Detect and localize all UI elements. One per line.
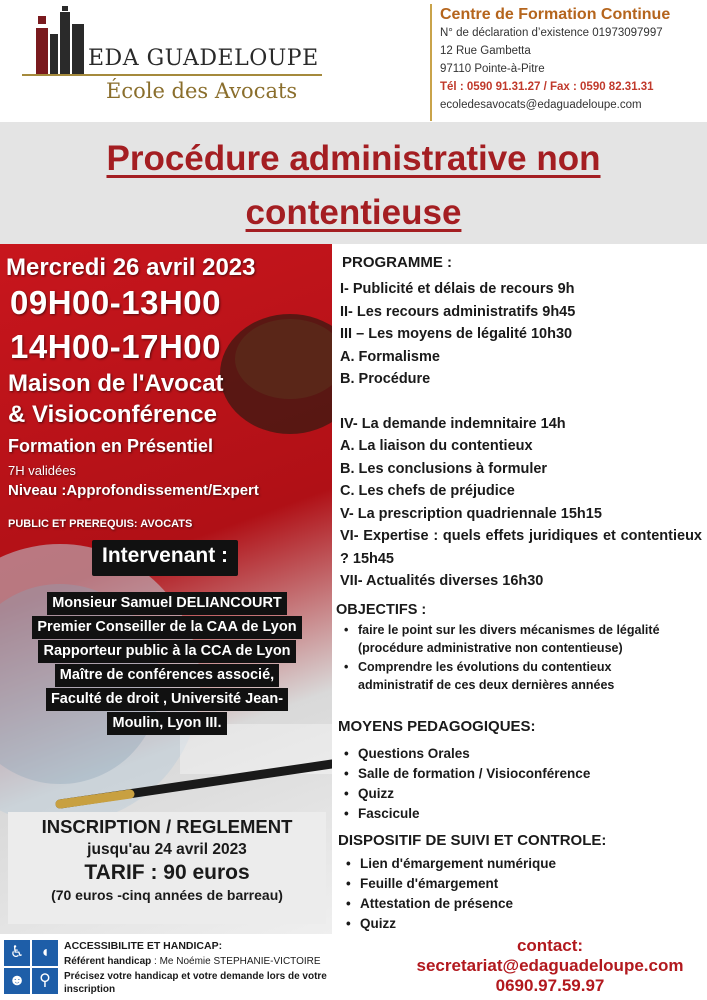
speaker-details [8, 592, 326, 744]
programme-item: IV- La demande indemnitaire 14h [340, 415, 566, 432]
disability-referent [64, 956, 321, 967]
wheelchair-icon: ♿ [4, 940, 30, 966]
session-date: Mercredi 26 avril 2023 [6, 254, 256, 281]
center-contact-block [430, 4, 707, 121]
page-title [0, 132, 707, 240]
venue-line-2: & Visioconférence [8, 401, 217, 428]
page-title-line-2: contentieuse [245, 193, 462, 232]
program-panel [332, 244, 707, 934]
list-item: • Salle de formation / Visioconférence [342, 764, 590, 784]
tel-number: : 0590 91.31.27 / [456, 81, 550, 93]
objectives-list [342, 622, 672, 696]
referent-name: : Me Noémie STEPHANIE-VICTOIRE [151, 956, 321, 967]
programme-heading: PROGRAMME : [342, 254, 452, 271]
eda-logo-icon [36, 6, 86, 76]
speaker-line: Monsieur Samuel DELIANCOURT [47, 592, 287, 615]
list-item: • Quizz [342, 784, 590, 804]
teaching-methods-heading: MOYENS PEDAGOGIQUES: [338, 718, 536, 735]
afternoon-hours: 14H00-17H00 [10, 328, 221, 365]
programme-item: A. La liaison du contentieux [340, 438, 533, 454]
phone-fax-line [440, 78, 707, 96]
hearing-icon: ◖ [32, 940, 58, 966]
referent-label: Référent handicap [64, 956, 152, 967]
speaker-line: Rapporteur public à la CCA de Lyon [38, 640, 295, 663]
programme-item: I- Publicité et délais de recours 9h [340, 281, 575, 297]
programme-item: III – Les moyens de légalité 10h30 [340, 326, 573, 342]
venue-line-1: Maison de l'Avocat [8, 370, 224, 397]
contact-title: contact: [516, 936, 584, 955]
training-format: Formation en Présentiel [8, 436, 214, 456]
monitoring-heading: DISPOSITIF DE SUIVI ET CONTROLE: [338, 832, 607, 849]
header [0, 0, 707, 122]
center-email[interactable]: ecoledesavocats@edaguadeloupe.com [440, 99, 642, 111]
logo-subtitle: École des Avocats [106, 79, 298, 103]
speaker-line: Maître de conférences associé, [55, 664, 279, 687]
programme-item: II- Les recours administratifs 9h45 [340, 303, 576, 320]
validated-hours: 7H validées [8, 463, 76, 478]
fax-label: Fax [549, 81, 570, 93]
logo-divider [22, 74, 322, 76]
registration-box [8, 812, 326, 924]
programme-item: C. Les chefs de préjudice [340, 483, 515, 499]
blind-icon: ⚲ [32, 968, 58, 994]
list-item: • Lien d'émargement numérique [344, 854, 556, 874]
list-item: • Fascicule [342, 804, 590, 824]
list-item: • Questions Orales [342, 744, 590, 764]
list-item: • faire le point sur les divers mécanismes de légalité (procédure administrative non contentieuse) [342, 622, 672, 657]
accessibility-instructions: Précisez votre handicap et votre demande lors de votre inscription [64, 971, 327, 995]
city-address: 97110 Pointe-à-Pitre [440, 63, 545, 75]
list-item: • Comprendre les évolutions du contentieux administratif de ces deux dernières années [342, 659, 672, 694]
reduced-price-note: (70 euros -cinq années de barreau) [51, 887, 283, 903]
cognitive-icon: ☻ [4, 968, 30, 994]
declaration-number: N° de déclaration d’existence 01973097997 [440, 27, 663, 39]
monitoring-list [344, 854, 556, 934]
accessibility-title: ACCESSIBILITE ET HANDICAP: [64, 940, 223, 952]
price: TARIF : 90 euros [84, 861, 250, 884]
tel-label: Tél [440, 81, 457, 93]
speaker-line: Premier Conseiller de la CAA de Lyon [32, 616, 301, 639]
programme-item: A. Formalisme [340, 348, 440, 365]
speaker-heading: Intervenant : [92, 540, 238, 576]
training-level: Niveau :Approfondissement/Expert [8, 482, 259, 499]
morning-hours: 09H00-13H00 [10, 284, 221, 321]
target-public: PUBLIC ET PREREQUIS: AVOCATS [8, 518, 193, 530]
center-name: Centre de Formation Continue [440, 6, 671, 23]
programme-gap [340, 391, 702, 413]
logo-title: EDA GUADELOUPE [88, 46, 319, 71]
programme-item: B. Procédure [340, 371, 431, 387]
list-item: • Quizz [344, 914, 556, 934]
fax-number: : 0590 82.31.31 [569, 81, 654, 93]
contact-email[interactable]: secretariat@edaguadeloupe.com [416, 956, 684, 975]
programme-item: V- La prescription quadriennale 15h15 [340, 505, 602, 522]
street-address: 12 Rue Gambetta [440, 45, 531, 57]
speaker-line: Faculté de droit , Université Jean- [46, 688, 288, 711]
programme-list [340, 278, 702, 593]
list-item: • Attestation de présence [344, 894, 556, 914]
programme-item: VII- Actualités diverses 16h30 [340, 573, 544, 589]
programme-item: B. Les conclusions à formuler [340, 460, 548, 477]
footer [0, 934, 707, 1000]
speaker-line: Moulin, Lyon III. [107, 712, 226, 735]
contact-phone[interactable]: 0690.97.59.97 [495, 976, 605, 995]
registration-deadline: jusqu'au 24 avril 2023 [87, 841, 247, 858]
accessibility-icons [4, 940, 60, 996]
page-title-line-1: Procédure administrative non [106, 139, 601, 178]
programme-item: VI- Expertise : quels effets juridiques et contentieux ? 15h45 [340, 528, 702, 567]
list-item: • Feuille d'émargement [344, 874, 556, 894]
objectives-heading: OBJECTIFS : [336, 602, 427, 618]
registration-title: INSCRIPTION / REGLEMENT [41, 816, 293, 837]
teaching-methods-list [342, 744, 590, 824]
